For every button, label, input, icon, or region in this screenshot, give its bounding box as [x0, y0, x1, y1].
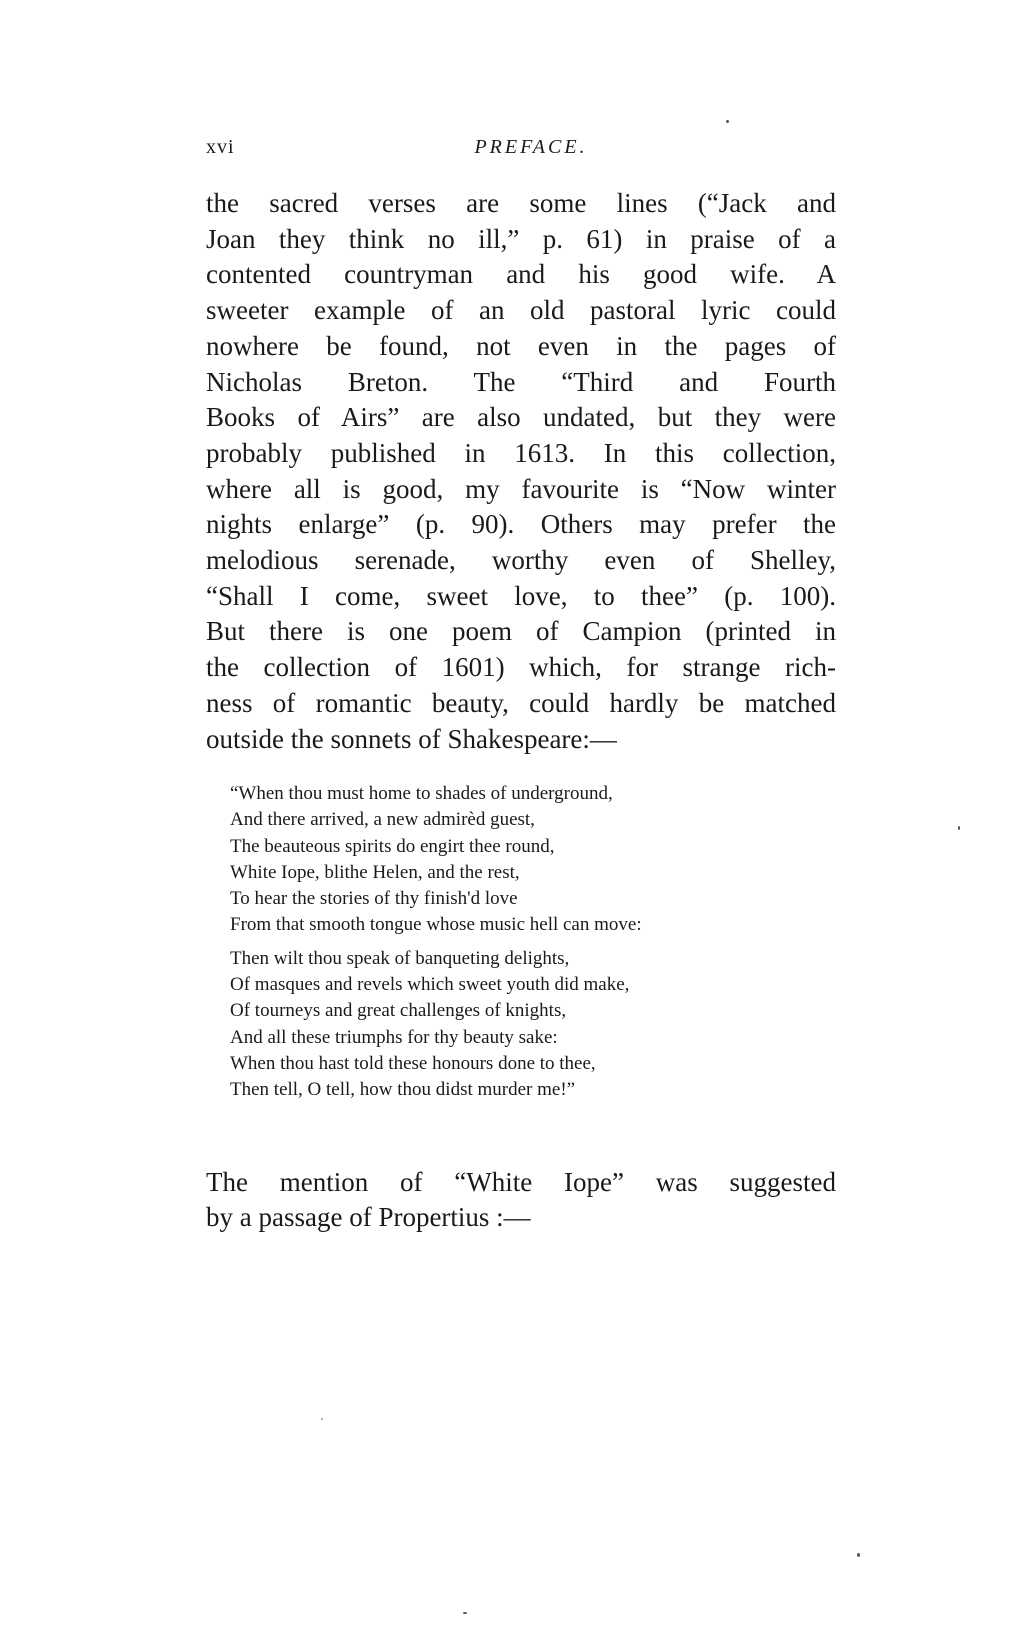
poem-line: Of masques and revels which sweet youth did make, — [230, 974, 630, 996]
poem-line: White Iope, blithe Helen, and the rest, — [230, 861, 520, 883]
text-line: sweeter example of an old pastoral lyric could — [206, 295, 836, 326]
poem-line: The beauteous spirits do engirt thee round, — [230, 835, 555, 857]
poem-line: To hear the stories of thy finish'd love — [230, 888, 518, 910]
text-line: contented countryman and his good wife. A — [206, 259, 836, 290]
text-line: nowhere be found, not even in the pages of — [206, 330, 836, 361]
text-line: outside the sonnets of Shakespeare:— — [206, 723, 617, 754]
scan-speck — [857, 1553, 860, 1557]
text-line: by a passage of Propertius :— — [206, 1202, 531, 1232]
text-line: probably published in 1613. In this collection, — [206, 437, 836, 468]
scan-speck — [958, 826, 960, 830]
poem-line: And all these triumphs for thy beauty sake: — [230, 1026, 558, 1048]
poem-line: When thou hast told these honours done to thee, — [230, 1052, 596, 1074]
text-line: But there is one poem of Campion (printed in — [206, 616, 836, 647]
page-number: xvi — [206, 136, 235, 158]
text-line: the collection of 1601) which, for strange rich- — [206, 652, 836, 683]
closing-paragraph — [206, 1165, 836, 1235]
text-line: where all is good, my favourite is “Now winter — [206, 473, 836, 504]
poem-quotation — [230, 781, 860, 1104]
text-line: “Shall I come, sweet love, to thee” (p. 100). — [206, 580, 836, 611]
poem-line: Then tell, O tell, how thou didst murder me!” — [230, 1079, 576, 1101]
text-line: Nicholas Breton. The “Third and Fourth — [206, 366, 836, 397]
poem-line: Then wilt thou speak of banqueting delights, — [230, 947, 570, 969]
text-line: The mention of “White Iope” was suggested — [206, 1167, 836, 1197]
text-line: ness of romantic beauty, could hardly be matched — [206, 687, 836, 718]
poem-line: Of tourneys and great challenges of knights, — [230, 1000, 567, 1022]
page-header — [206, 136, 836, 166]
running-title: PREFACE. — [474, 136, 588, 158]
poem-stanza-2 — [230, 946, 860, 1104]
text-line: nights enlarge” (p. 90). Others may prefer the — [206, 509, 836, 540]
text-line: Joan they think no ill,” p. 61) in praise of a — [206, 223, 836, 254]
text-line: the sacred verses are some lines (“Jack and — [206, 188, 836, 218]
poem-line: And there arrived, a new admirèd guest, — [230, 809, 535, 831]
body-paragraph — [206, 186, 836, 757]
poem-line: From that smooth tongue whose music hell can move: — [230, 914, 642, 936]
scan-speck — [726, 120, 729, 123]
poem-line: “When thou must home to shades of underground, — [230, 783, 613, 804]
poem-stanza-1 — [230, 781, 860, 939]
text-line: Books of Airs” are also undated, but they were — [206, 402, 836, 433]
text-line: melodious serenade, worthy even of Shelley, — [206, 545, 836, 576]
scan-speck — [321, 1418, 323, 1420]
scan-speck — [463, 1612, 467, 1614]
